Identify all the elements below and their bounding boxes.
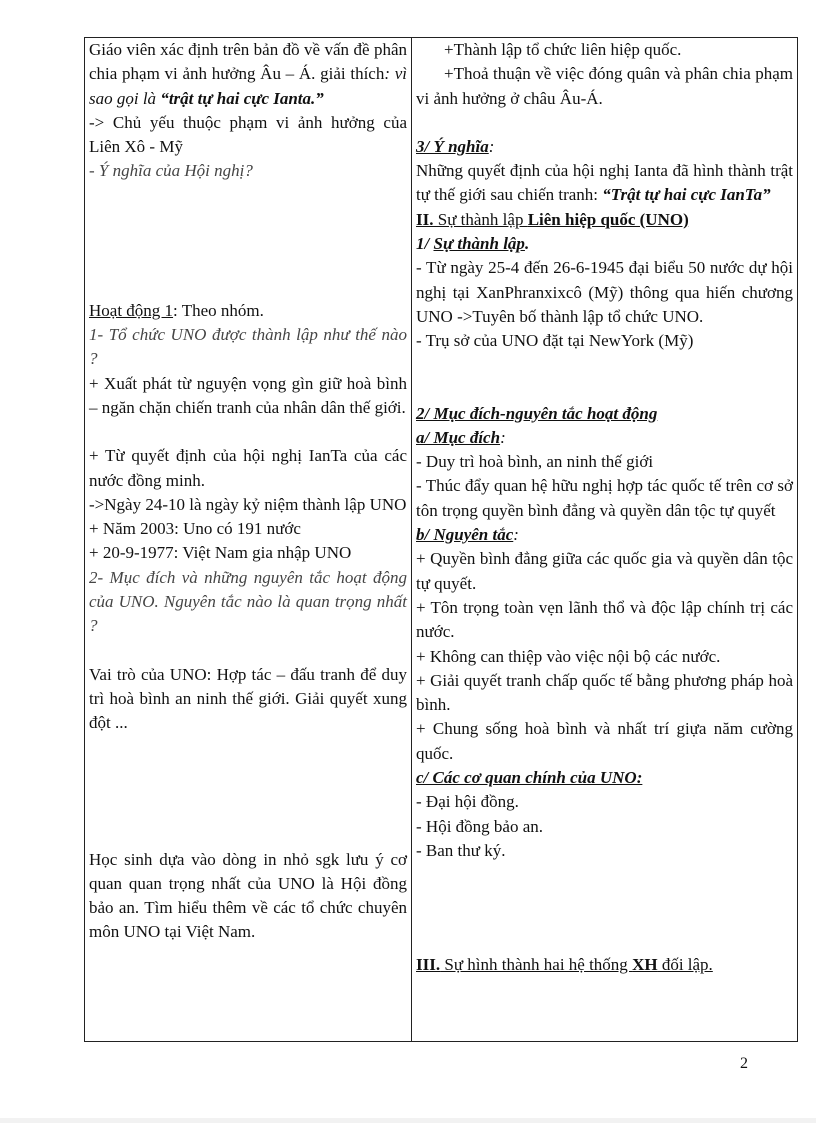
page-bottom-edge: [0, 1118, 816, 1123]
conference-meaning-question: - Ý nghĩa của Hội nghị?: [89, 161, 253, 181]
content-item: +Thoả thuận về việc đóng quân và phân chia phạm vi ảnh hưởng ở châu Âu-Á.: [416, 64, 793, 108]
question-1: 1- Tổ chức UNO được thành lập như thế nào ?: [89, 325, 407, 369]
principle-item: + Giải quyết tranh chấp quốc tế bằng phương pháp hoà bình.: [416, 670, 793, 715]
significance-paragraph: Những quyết định của hội nghị Ianta đã hình thành trật tự thế giới sau chiến tranh: “Trật tự hai cực IanTa”: [416, 161, 793, 205]
influence-paragraph: -> Chủ yếu thuộc phạm vi ảnh hưởng của Liên Xô - Mỹ: [89, 112, 407, 157]
purpose-item: - Duy trì hoà bình, an ninh thế giới: [416, 452, 654, 472]
section-ii-heading: II. Sự thành lập Liên hiệp quốc (UNO): [416, 209, 689, 229]
organ-item: - Đại hội đồng.: [416, 792, 519, 812]
organ-item: - Ban thư ký.: [416, 840, 506, 860]
origin-paragraph: + Xuất phát từ nguyện vọng gìn giữ hoà bình – ngăn chặn chiến tranh của nhân dân thế giới.: [89, 373, 407, 417]
activity-1-heading: Hoạt động 1: Theo nhóm.: [89, 300, 264, 320]
page-number: 2: [740, 1055, 748, 1072]
subsection-1-heading: 1/ Sự thành lập.: [416, 234, 530, 254]
principle-item: + Chung sống hoà bình và nhất trí giựa năm cường quốc.: [416, 719, 793, 763]
question-2: 2- Mục đích và những nguyên tắc hoạt động của UNO. Nguyên tắc nào là quan trọng nhất ?: [89, 567, 407, 636]
principles-heading: b/ Nguyên tắc:: [416, 525, 519, 545]
uno-role-paragraph: Vai trò của UNO: Hợp tác – đấu tranh để duy trì hoà bình an ninh thế giới. Giải quyết xung đột ...: [89, 664, 407, 733]
teacher-student-activity-column: [85, 38, 412, 1042]
vietnam-joins-paragraph: + 20-9-1977: Việt Nam gia nhập UNO: [89, 543, 352, 563]
members-2003-paragraph: + Năm 2003: Uno có 191 nước: [89, 519, 301, 539]
organ-item: - Hội đồng bảo an.: [416, 816, 544, 836]
subsection-2-heading: 2/ Mục đích-nguyên tắc hoạt động: [416, 403, 658, 423]
purpose-item: - Thúc đẩy quan hệ hữu nghị hợp tác quốc tế trên cơ sở tôn trọng quyền bình đẳng và quyền dân tộc tự quyết: [416, 476, 793, 520]
lesson-content-column: [412, 38, 798, 1042]
principle-item: + Tôn trọng toàn vẹn lãnh thổ và độc lập chính trị các nước.: [416, 597, 793, 642]
section-iii-heading: III. Sự hình thành hai hệ thống XH đối lập.: [416, 955, 713, 975]
lesson-table: [84, 37, 798, 1042]
content-item: +Thành lập tổ chức liên hiệp quốc.: [444, 40, 682, 59]
anniversary-paragraph: ->Ngày 24-10 là ngày kỷ niệm thành lập UNO: [89, 494, 407, 514]
principle-item: + Quyền bình đẳng giữa các quốc gia và quyền dân tộc tự quyết.: [416, 549, 793, 593]
yalta-decision-paragraph: + Từ quyết định của hội nghị IanTa của các nước đồng minh.: [89, 446, 407, 490]
table-row: [85, 38, 798, 1042]
founding-paragraph: - Từ ngày 25-4 đến 26-6-1945 đại biểu 50 nước dự hội nghị tại XanPhranxixcô (Mỹ) thông qua hiến chương UNO ->Tuyên bố thành lập tổ chức UNO.: [416, 258, 793, 326]
purpose-heading: a/ Mục đích:: [416, 427, 506, 447]
organs-heading: c/ Các cơ quan chính của UNO:: [416, 768, 643, 788]
section-3-heading: 3/ Ý nghĩa:: [416, 136, 495, 156]
student-task-paragraph: Học sinh dựa vào dòng in nhỏ sgk lưu ý cơ quan quan trọng nhất của UNO là Hội đồng bảo an. Tìm hiểu thêm về các tổ chức chuyên môn UNO tại Việt Nam.: [89, 849, 407, 942]
teacher-map-paragraph: Giáo viên xác định trên bản đồ về vấn đề phân chia phạm vi ảnh hưởng Âu – Á. giải thích: vì sao gọi là “trật tự hai cực Ianta.”: [89, 40, 407, 108]
headquarters-paragraph: - Trụ sở của UNO đặt tại NewYork (Mỹ): [416, 331, 694, 351]
principle-item: + Không can thiệp vào việc nội bộ các nước.: [416, 646, 721, 666]
